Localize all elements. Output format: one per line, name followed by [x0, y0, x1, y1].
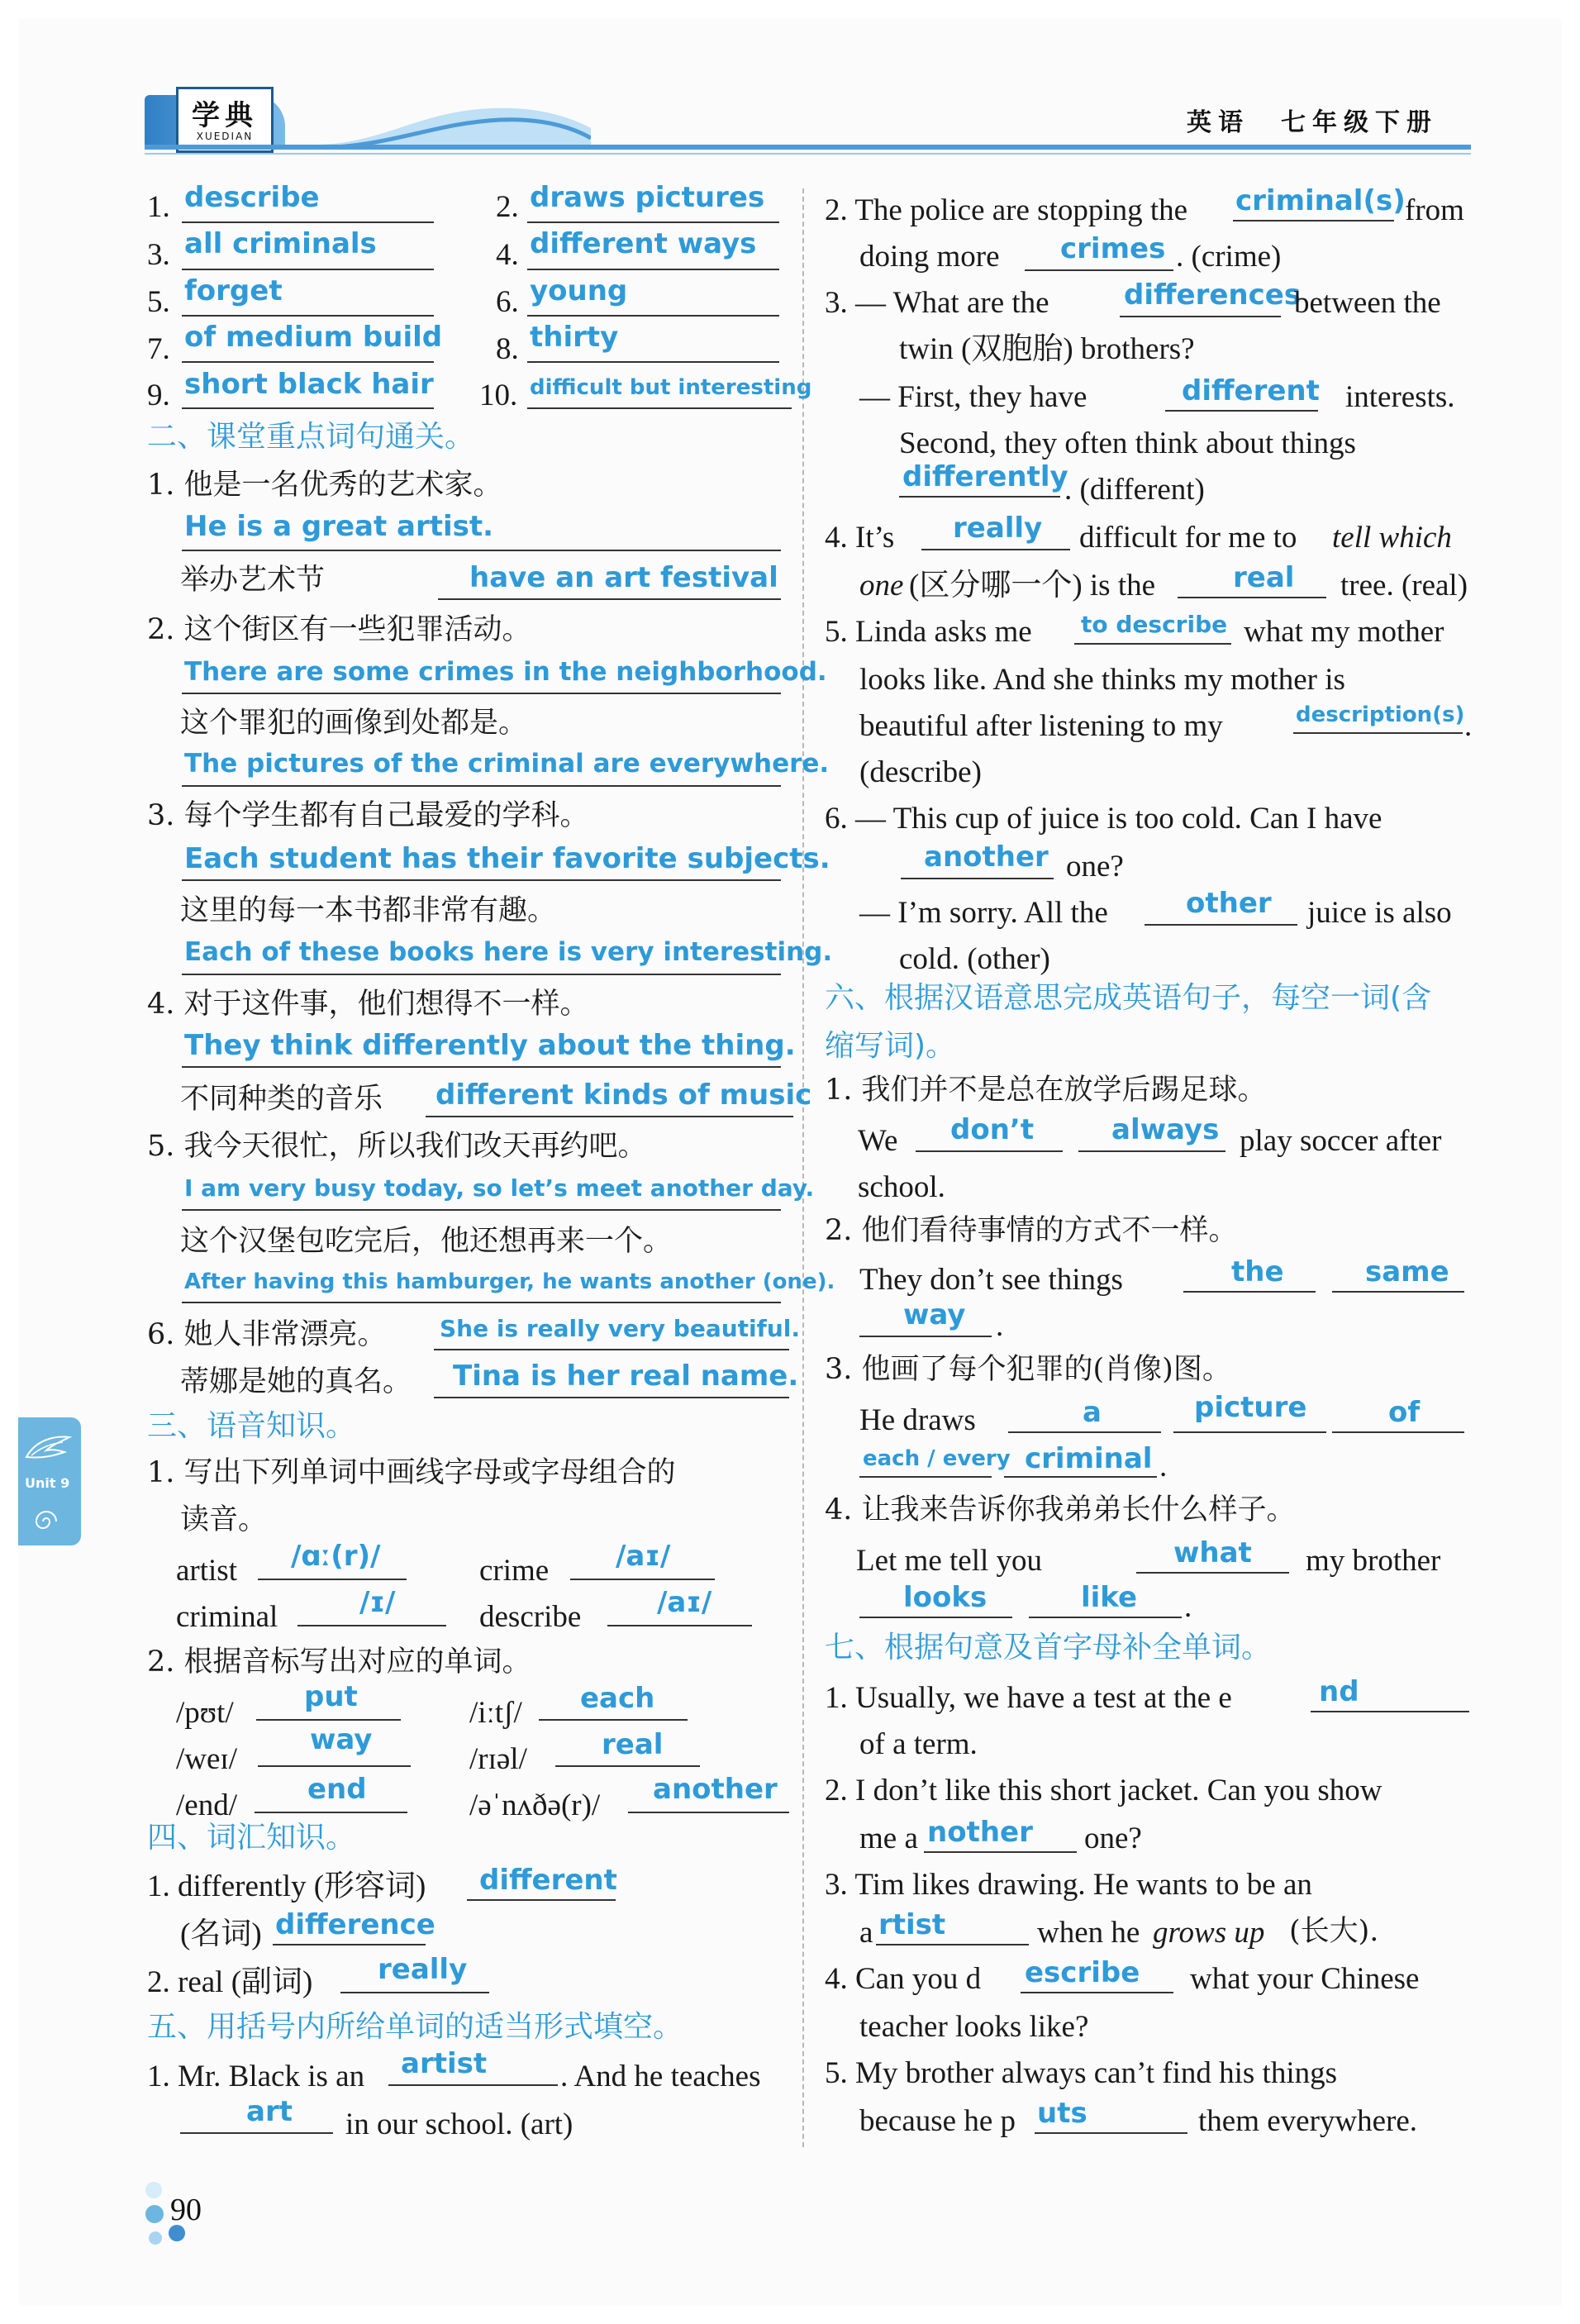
question-text: 3. 每个学生都有自己最爱的学科。	[147, 799, 589, 832]
answer-line	[1311, 1711, 1469, 1712]
phonetic: /pʊt/	[176, 1696, 234, 1730]
word-answer: another	[653, 1773, 778, 1806]
answer-line	[182, 693, 781, 694]
vocab-answer: all criminals	[184, 227, 377, 260]
question-text: 1. 写出下列单词中画线字母或字母组合的	[147, 1456, 676, 1489]
question-text: 2. 根据音标写出对应的单词。	[147, 1645, 531, 1679]
word: artist	[176, 1554, 237, 1588]
question-text: difficult for me to	[1079, 521, 1297, 555]
answer-text: criminal	[1025, 1442, 1153, 1475]
answer-line	[182, 407, 434, 409]
answer-line	[434, 1397, 789, 1398]
question-text: juice is also	[1307, 896, 1452, 930]
question-text: school.	[858, 1170, 945, 1204]
section-title: 七、根据句意及首字母补全单词。	[825, 1631, 1272, 1664]
question-text: what my mother	[1244, 615, 1444, 649]
question-text: 5. Linda asks me	[825, 615, 1032, 649]
phonetic: /weɪ/	[176, 1742, 237, 1776]
question-text: .	[996, 1309, 1004, 1343]
answer-text: what	[1173, 1536, 1252, 1569]
question-text: . (different)	[1064, 473, 1205, 507]
phonetic-answer: /ɑː(r)/	[291, 1540, 381, 1573]
question-text: from	[1405, 193, 1464, 227]
spiral-icon	[28, 1507, 64, 1536]
question-text: a	[859, 1916, 873, 1950]
answer-text: description(s)	[1296, 702, 1465, 727]
answer-line	[1178, 597, 1326, 598]
question-text: . And he teaches	[560, 2060, 761, 2093]
answer-text: crimes	[1060, 232, 1166, 265]
item-number: 6.	[496, 285, 519, 319]
question-text: when he	[1037, 1916, 1140, 1950]
header-rule	[145, 145, 1471, 150]
question-text: 3. — What are the	[825, 286, 1049, 320]
answer-line	[182, 269, 434, 270]
answer-text: always	[1111, 1113, 1220, 1146]
question-text: 5. My brother always can’t find his things	[825, 2056, 1338, 2090]
answer-text: uts	[1037, 2097, 1087, 2130]
answer-text: I am very busy today, so let’s meet another day.	[184, 1174, 815, 1202]
answer-line	[434, 1349, 789, 1350]
phonetic: /rɪəl/	[469, 1742, 527, 1776]
answer-text: different kinds of music	[435, 1079, 812, 1112]
answer-line	[1165, 410, 1318, 412]
decorative-dot	[145, 2205, 164, 2223]
header-rule-thin	[145, 153, 1471, 155]
question-text: play soccer after	[1240, 1124, 1442, 1158]
section-title: 二、课堂重点词句通关。	[147, 420, 475, 454]
answer-text: a	[1083, 1396, 1102, 1429]
answer-line	[182, 785, 781, 787]
item-number: 5.	[147, 285, 170, 319]
answer-line	[1004, 1476, 1157, 1478]
answer-text: like	[1081, 1581, 1138, 1614]
answer-line	[1145, 924, 1297, 926]
vocab-answer: short black hair	[184, 368, 434, 401]
answer-text: have an art festival	[469, 561, 778, 594]
question-text: (长大).	[1289, 1915, 1379, 1948]
question-text: Let me tell you	[856, 1544, 1043, 1578]
answer-line	[182, 974, 781, 975]
word: criminal	[176, 1600, 278, 1634]
answer-line	[527, 315, 779, 317]
answer-line	[1332, 1291, 1464, 1293]
answer-line	[899, 496, 1060, 498]
question-text: 2. The police are stopping the	[825, 193, 1188, 227]
answer-text: differently	[902, 460, 1068, 493]
answer-line	[182, 361, 434, 363]
question-text: 3. 他画了每个犯罪的(肖像)图。	[825, 1353, 1231, 1386]
answer-line	[555, 1765, 700, 1767]
answer-text: different	[479, 1864, 617, 1897]
answer-line	[340, 1992, 489, 1993]
item-number: 4.	[496, 238, 519, 272]
question-text: . (crime)	[1176, 240, 1282, 274]
answer-text: Each of these books here is very interesting.	[184, 937, 833, 967]
phonetic: /iːtʃ/	[469, 1696, 522, 1730]
answer-text: to describe	[1081, 611, 1228, 638]
page-header	[145, 87, 1471, 153]
question-text: me a	[859, 1822, 918, 1855]
answer-text: criminal(s)	[1235, 184, 1406, 217]
decorative-dot	[149, 2231, 162, 2245]
question-text: 2. 他们看待事情的方式不一样。	[825, 1214, 1238, 1247]
question-text: 1. Mr. Black is an	[147, 2060, 365, 2093]
question-text: 1. 我们并不是总在放学后踢足球。	[825, 1074, 1267, 1107]
question-text: .	[1464, 709, 1473, 743]
answer-text: the	[1231, 1255, 1284, 1288]
item-number: 8.	[496, 332, 519, 366]
item-number: 7.	[147, 332, 170, 366]
question-text: my brother	[1306, 1544, 1441, 1578]
phonetic-answer: /ɪ/	[359, 1586, 396, 1619]
question-text: .	[1159, 1450, 1168, 1483]
answer-line	[607, 1625, 752, 1626]
vocab-answer: thirty	[530, 321, 619, 354]
answer-text: picture	[1194, 1391, 1307, 1424]
word-answer: put	[304, 1680, 358, 1713]
question-text: what your Chinese	[1190, 1962, 1420, 1996]
wing-icon	[23, 1432, 73, 1465]
decorative-dot	[145, 2182, 162, 2198]
question-text: 4. It’s	[825, 521, 895, 555]
question-text: 3. Tim likes drawing. He wants to be an	[825, 1868, 1312, 1902]
answer-line	[426, 1116, 793, 1117]
question-text: twin (双胞胎) brothers?	[899, 332, 1195, 366]
xuedian-logo	[176, 87, 274, 153]
question-text: They don’t see things	[859, 1263, 1123, 1297]
answer-text: escribe	[1025, 1956, 1140, 1989]
section-title: 六、根据汉语意思完成英语句子，每空一词(含	[825, 981, 1432, 1015]
answer-text: really	[953, 512, 1043, 545]
answer-text: really	[378, 1953, 468, 1986]
answer-line	[1074, 643, 1231, 645]
question-text: 读音。	[180, 1503, 268, 1536]
question-text: 5. 我今天很忙，所以我们改天再约吧。	[147, 1130, 647, 1163]
question-text: one	[859, 569, 904, 602]
answer-text: different	[1182, 374, 1320, 407]
question-text: 2. I don’t like this short jacket. Can you show	[825, 1774, 1382, 1807]
answer-line	[1173, 1431, 1326, 1433]
answer-line	[182, 1209, 781, 1211]
section-title: 四、词汇知识。	[147, 1821, 356, 1855]
answer-line	[859, 1336, 992, 1337]
answer-line	[182, 879, 781, 881]
phonetic-answer: /aɪ/	[616, 1540, 671, 1573]
answer-text: don’t	[950, 1113, 1035, 1146]
answer-line	[921, 549, 1070, 550]
answer-line	[527, 361, 779, 363]
vocab-answer: describe	[184, 181, 320, 214]
answer-line	[1136, 1572, 1289, 1574]
question-text: 2. real (副词)	[147, 1965, 313, 1999]
answer-line	[1120, 316, 1281, 317]
item-number: 9.	[147, 379, 170, 412]
answer-text: way	[903, 1298, 966, 1331]
answer-line	[527, 269, 779, 270]
answer-text: artist	[401, 2047, 488, 2080]
question-text: 这里的每一本书都非常有趣。	[180, 894, 557, 927]
answer-line	[570, 1579, 715, 1580]
answer-line	[527, 407, 792, 409]
question-text: teacher looks like?	[859, 2010, 1089, 2044]
question-text: — First, they have	[859, 380, 1087, 414]
section-title: 三、语音知识。	[147, 1409, 356, 1443]
answer-text: another	[924, 841, 1049, 874]
logo-chinese-text: 学典	[192, 99, 258, 132]
word-answer: way	[310, 1723, 373, 1756]
phonetic: /end/	[176, 1788, 237, 1822]
answer-line	[1029, 1617, 1182, 1618]
answer-line	[1021, 1992, 1173, 1993]
question-text: tree. (real)	[1340, 569, 1468, 602]
question-text: 不同种类的音乐	[180, 1083, 383, 1116]
question-text: because he p	[859, 2104, 1016, 2138]
question-text: of a term.	[859, 1727, 978, 1761]
answer-text: After having this hamburger, he wants another (one).	[184, 1269, 835, 1294]
item-number: 10.	[479, 379, 518, 412]
answer-text: She is really very beautiful.	[440, 1315, 800, 1342]
question-text: looks like. And she thinks my mother is	[859, 663, 1345, 697]
vocab-answer: forget	[184, 274, 283, 307]
section-title: 五、用括号内所给单词的适当形式填空。	[147, 2010, 683, 2044]
question-text: beautiful after listening to my	[859, 709, 1223, 743]
header-swoosh-decoration	[318, 103, 591, 150]
answer-line	[297, 1625, 446, 1626]
question-text: 6. — This cup of juice is too cold. Can I have	[825, 802, 1382, 836]
vocab-answer: difficult but interesting	[530, 375, 812, 400]
question-text: He draws	[859, 1403, 976, 1437]
question-text: cold. (other)	[899, 942, 1050, 976]
question-text: .	[1184, 1590, 1192, 1624]
answer-text: other	[1186, 887, 1272, 920]
question-text: 4. Can you d	[825, 1962, 982, 1996]
question-text: interests.	[1345, 380, 1455, 414]
item-number: 2.	[496, 190, 519, 224]
question-text: them everywhere.	[1198, 2104, 1418, 2138]
answer-text: nother	[927, 1816, 1033, 1849]
answer-line	[1332, 1431, 1464, 1433]
question-text: doing more	[859, 240, 1000, 274]
answer-text: The pictures of the criminal are everywhere.	[184, 749, 830, 779]
question-text: tell which	[1332, 521, 1452, 555]
answer-line	[182, 550, 781, 551]
answer-text: Tina is her real name.	[453, 1360, 799, 1393]
word-answer: each	[580, 1682, 655, 1715]
vocab-answer: draws pictures	[530, 181, 765, 214]
vocab-answer: different ways	[530, 227, 757, 260]
question-text: 蒂娜是她的真名。	[180, 1365, 412, 1398]
answer-line	[1293, 732, 1463, 734]
answer-text: difference	[275, 1908, 435, 1941]
answer-text: same	[1365, 1255, 1449, 1288]
question-text: 举办艺术节	[180, 564, 326, 597]
question-text: 1. 他是一名优秀的艺术家。	[147, 469, 502, 502]
question-text: in our school. (art)	[345, 2107, 573, 2141]
answer-text: nd	[1319, 1675, 1359, 1708]
answer-line	[182, 1302, 781, 1303]
answer-line	[527, 221, 779, 223]
question-text: 这个罪犯的画像到处都是。	[180, 707, 528, 740]
answer-line	[467, 1899, 616, 1901]
answer-line	[182, 315, 434, 317]
question-text: one?	[1066, 850, 1124, 883]
question-text: (describe)	[859, 755, 982, 789]
answer-line	[924, 1851, 1077, 1853]
book-title: 英语 七年级下册	[1187, 108, 1438, 137]
answer-text: Each student has their favorite subjects.	[184, 842, 830, 875]
answer-text: rtist	[878, 1908, 946, 1941]
answer-text: real	[1233, 561, 1295, 594]
answer-line	[628, 1812, 789, 1813]
answer-line	[256, 1719, 401, 1721]
question-text: (区分哪一个) is the	[909, 569, 1156, 602]
answer-line	[258, 1765, 411, 1767]
page-number: 90	[170, 2193, 202, 2227]
question-text: Second, they often think about things	[899, 426, 1356, 460]
answer-line	[539, 1719, 688, 1721]
vocab-answer: of medium build	[184, 321, 443, 354]
answer-line	[876, 1944, 1029, 1945]
question-text: one?	[1084, 1822, 1142, 1855]
answer-text: He is a great artist.	[184, 510, 494, 543]
column-divider	[802, 188, 804, 2147]
answer-line	[182, 221, 434, 223]
answer-text: They think differently about the thing.	[184, 1029, 796, 1062]
phonetic: /əˈnʌðə(r)/	[469, 1788, 601, 1822]
question-text: 4. 对于这件事，他们想得不一样。	[147, 988, 589, 1021]
answer-text: There are some crimes in the neighborhood.	[184, 657, 827, 687]
answer-line	[180, 2132, 333, 2134]
question-text: 6. 她人非常漂亮。	[147, 1318, 387, 1351]
answer-line	[1025, 269, 1173, 271]
answer-line	[859, 1617, 1012, 1618]
word: describe	[479, 1600, 582, 1634]
answer-line	[1008, 1431, 1161, 1433]
question-text: 1. Usually, we have a test at the e	[825, 1681, 1232, 1715]
answer-line	[1183, 1291, 1316, 1293]
unit-label: Unit 9	[25, 1475, 70, 1491]
answer-line	[859, 1476, 992, 1478]
answer-line	[182, 1066, 781, 1068]
word: crime	[479, 1554, 550, 1588]
answer-line	[901, 878, 1054, 879]
item-number: 1.	[147, 190, 170, 224]
section-title: 缩写词)。	[825, 1029, 956, 1063]
question-text: between the	[1294, 286, 1441, 320]
answer-line	[1078, 1150, 1225, 1152]
answer-text: differences	[1124, 279, 1302, 312]
answer-text: each / every	[863, 1446, 1011, 1471]
answer-line	[1035, 2132, 1187, 2134]
answer-line	[273, 1944, 426, 1945]
logo-english-text: XUEDIAN	[196, 131, 254, 142]
answer-line	[258, 1579, 407, 1580]
vocab-answer: young	[530, 274, 628, 307]
question-text: We	[858, 1124, 898, 1158]
answer-line	[1233, 220, 1394, 221]
question-text: grows up	[1153, 1916, 1265, 1950]
word-answer: real	[602, 1728, 664, 1761]
question-text: — I’m sorry. All the	[859, 896, 1108, 930]
answer-line	[255, 1812, 407, 1813]
answer-line	[916, 1150, 1063, 1152]
question-text: (名词)	[180, 1917, 262, 1951]
answer-text: of	[1388, 1396, 1421, 1429]
word-answer: end	[307, 1773, 367, 1806]
item-number: 3.	[147, 238, 170, 272]
question-text: 这个汉堡包吃完后，他还想再来一个。	[180, 1225, 673, 1258]
question-text: 1. differently (形容词)	[147, 1869, 426, 1903]
unit-side-tab	[18, 1417, 81, 1545]
answer-text: art	[246, 2095, 293, 2128]
answer-line	[388, 2084, 558, 2086]
answer-line	[438, 598, 781, 600]
answer-text: looks	[903, 1581, 988, 1614]
question-text: 2. 这个街区有一些犯罪活动。	[147, 613, 531, 646]
question-text: 4. 让我来告诉你我弟弟长什么样子。	[825, 1493, 1296, 1526]
phonetic-answer: /aɪ/	[657, 1586, 712, 1619]
